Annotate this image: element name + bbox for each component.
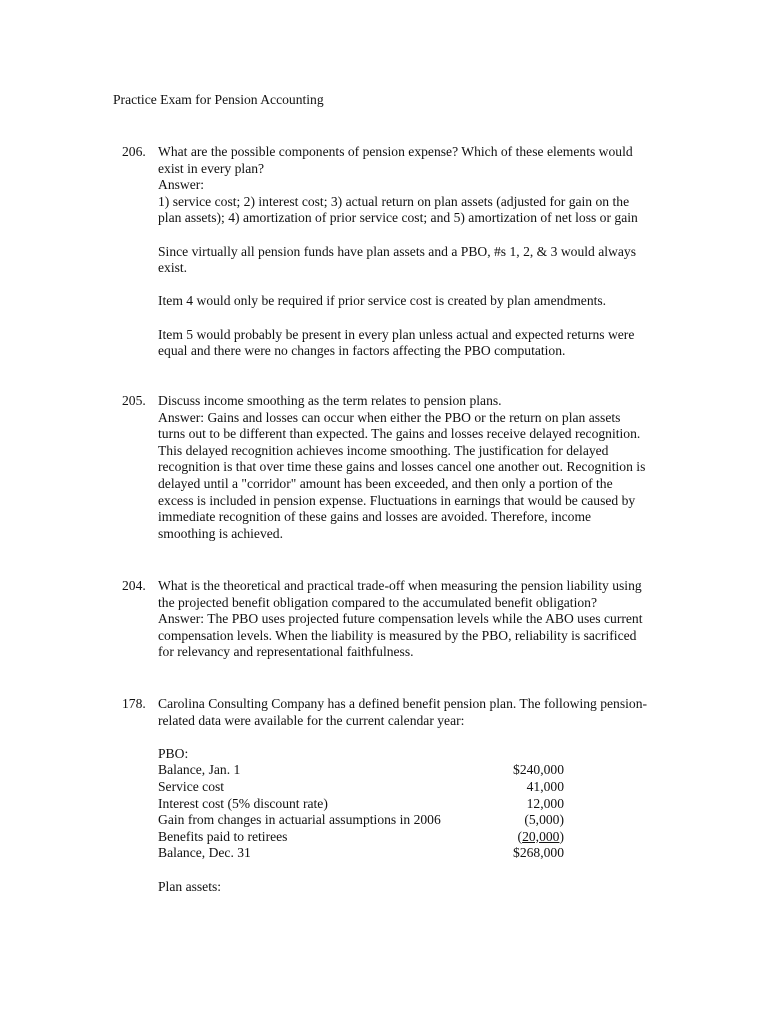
question-body	[158, 144, 682, 360]
answer-text-line: 1) service cost; 2) interest cost; 3) actual return on plan assets (adjusted for gain on the	[158, 193, 630, 209]
question-number: 178.	[122, 696, 146, 711]
answer-text-line: compensation levels. When the liability is measured by the PBO, reliability is sacrificed	[158, 627, 637, 643]
answer-text-line: excess is included in pension expense. Fluctuations in earnings that would be caused by	[158, 492, 636, 508]
row-amount: $268,000	[513, 845, 564, 861]
answer-text-line: Item 4 would only be required if prior service cost is created by plan amendments.	[158, 293, 607, 309]
answer-text-line: equal and there were no changes in factors affecting the PBO computation.	[158, 343, 566, 359]
table-row	[158, 829, 682, 846]
answer-text-line: turns out to be different than expected. The gains and losses receive delayed recognition.	[158, 426, 641, 442]
row-label: Interest cost (5% discount rate)	[158, 795, 328, 811]
row-label: Benefits paid to retirees	[158, 828, 288, 844]
row-amount: (20,000)	[517, 828, 564, 844]
question-number: 206.	[122, 144, 146, 159]
row-amount: 12,000	[526, 795, 564, 811]
answer-text-line: immediate recognition of these gains and losses are avoided. Therefore, income	[158, 509, 592, 525]
row-amount: (5,000)	[524, 812, 564, 828]
table-row	[158, 812, 682, 829]
row-label: Balance, Dec. 31	[158, 845, 251, 861]
question-text-line: Carolina Consulting Company has a defined benefit pension plan. The following pension-	[158, 696, 648, 711]
pbo-table	[158, 762, 682, 862]
row-amount: $240,000	[513, 762, 564, 778]
page-title: Practice Exam for Pension Accounting	[113, 92, 324, 107]
answer-text-line: Answer: The PBO uses projected future compensation levels while the ABO uses current	[158, 611, 643, 627]
plan-assets-heading: Plan assets:	[158, 878, 222, 894]
answer-text-line: for relevancy and representational faithfulness.	[158, 644, 414, 660]
table-row	[158, 762, 682, 779]
answer-text-line: This delayed recognition achieves income smoothing. The justification for delayed	[158, 442, 609, 458]
row-label: Service cost	[158, 778, 225, 794]
answer-text-line: recognition is that over time these gains and losses cancel one another out. Recognition is	[158, 459, 646, 475]
row-amount: 41,000	[526, 778, 564, 794]
question-text-line: What is the theoretical and practical trade-off when measuring the pension liability using	[158, 578, 642, 593]
table-row	[158, 845, 682, 862]
row-label: Gain from changes in actuarial assumptions in 2006	[158, 812, 441, 828]
answer-text-line: Since virtually all pension funds have plan assets and a PBO, #s 1, 2, & 3 would always	[158, 243, 636, 259]
question-body	[158, 696, 682, 895]
table-row	[158, 779, 682, 796]
underlined-amount: 20,000	[522, 828, 560, 844]
answer-text-line: delayed until a "corridor" amount has been exceeded, and then only a portion of the	[158, 475, 613, 491]
question-text-line: related data were available for the current calendar year:	[158, 712, 465, 728]
question-text-line: Discuss income smoothing as the term relates to pension plans.	[158, 393, 502, 408]
question-text-line: exist in every plan?	[158, 160, 265, 176]
question-text-line: What are the possible components of pension expense? Which of these elements would	[158, 144, 633, 159]
answer-text-line: smoothing is achieved.	[158, 525, 283, 541]
question-body	[158, 393, 682, 542]
question-text-line: the projected benefit obligation compared to the accumulated benefit obligation?	[158, 594, 597, 610]
answer-text-line: Answer: Gains and losses can occur when either the PBO or the return on plan assets	[158, 409, 621, 425]
row-label: Balance, Jan. 1	[158, 762, 241, 778]
answer-text-line: Item 5 would probably be present in every plan unless actual and expected returns were	[158, 326, 635, 342]
question-body	[158, 578, 682, 661]
table-row	[158, 796, 682, 813]
answer-text-line: exist.	[158, 260, 188, 276]
question-number: 205.	[122, 393, 146, 408]
pbo-heading: PBO:	[158, 745, 189, 761]
answer-label: Answer:	[158, 177, 205, 193]
question-number: 204.	[122, 578, 146, 593]
answer-text-line: plan assets); 4) amortization of prior service cost; and 5) amortization of net loss or gain	[158, 210, 638, 226]
